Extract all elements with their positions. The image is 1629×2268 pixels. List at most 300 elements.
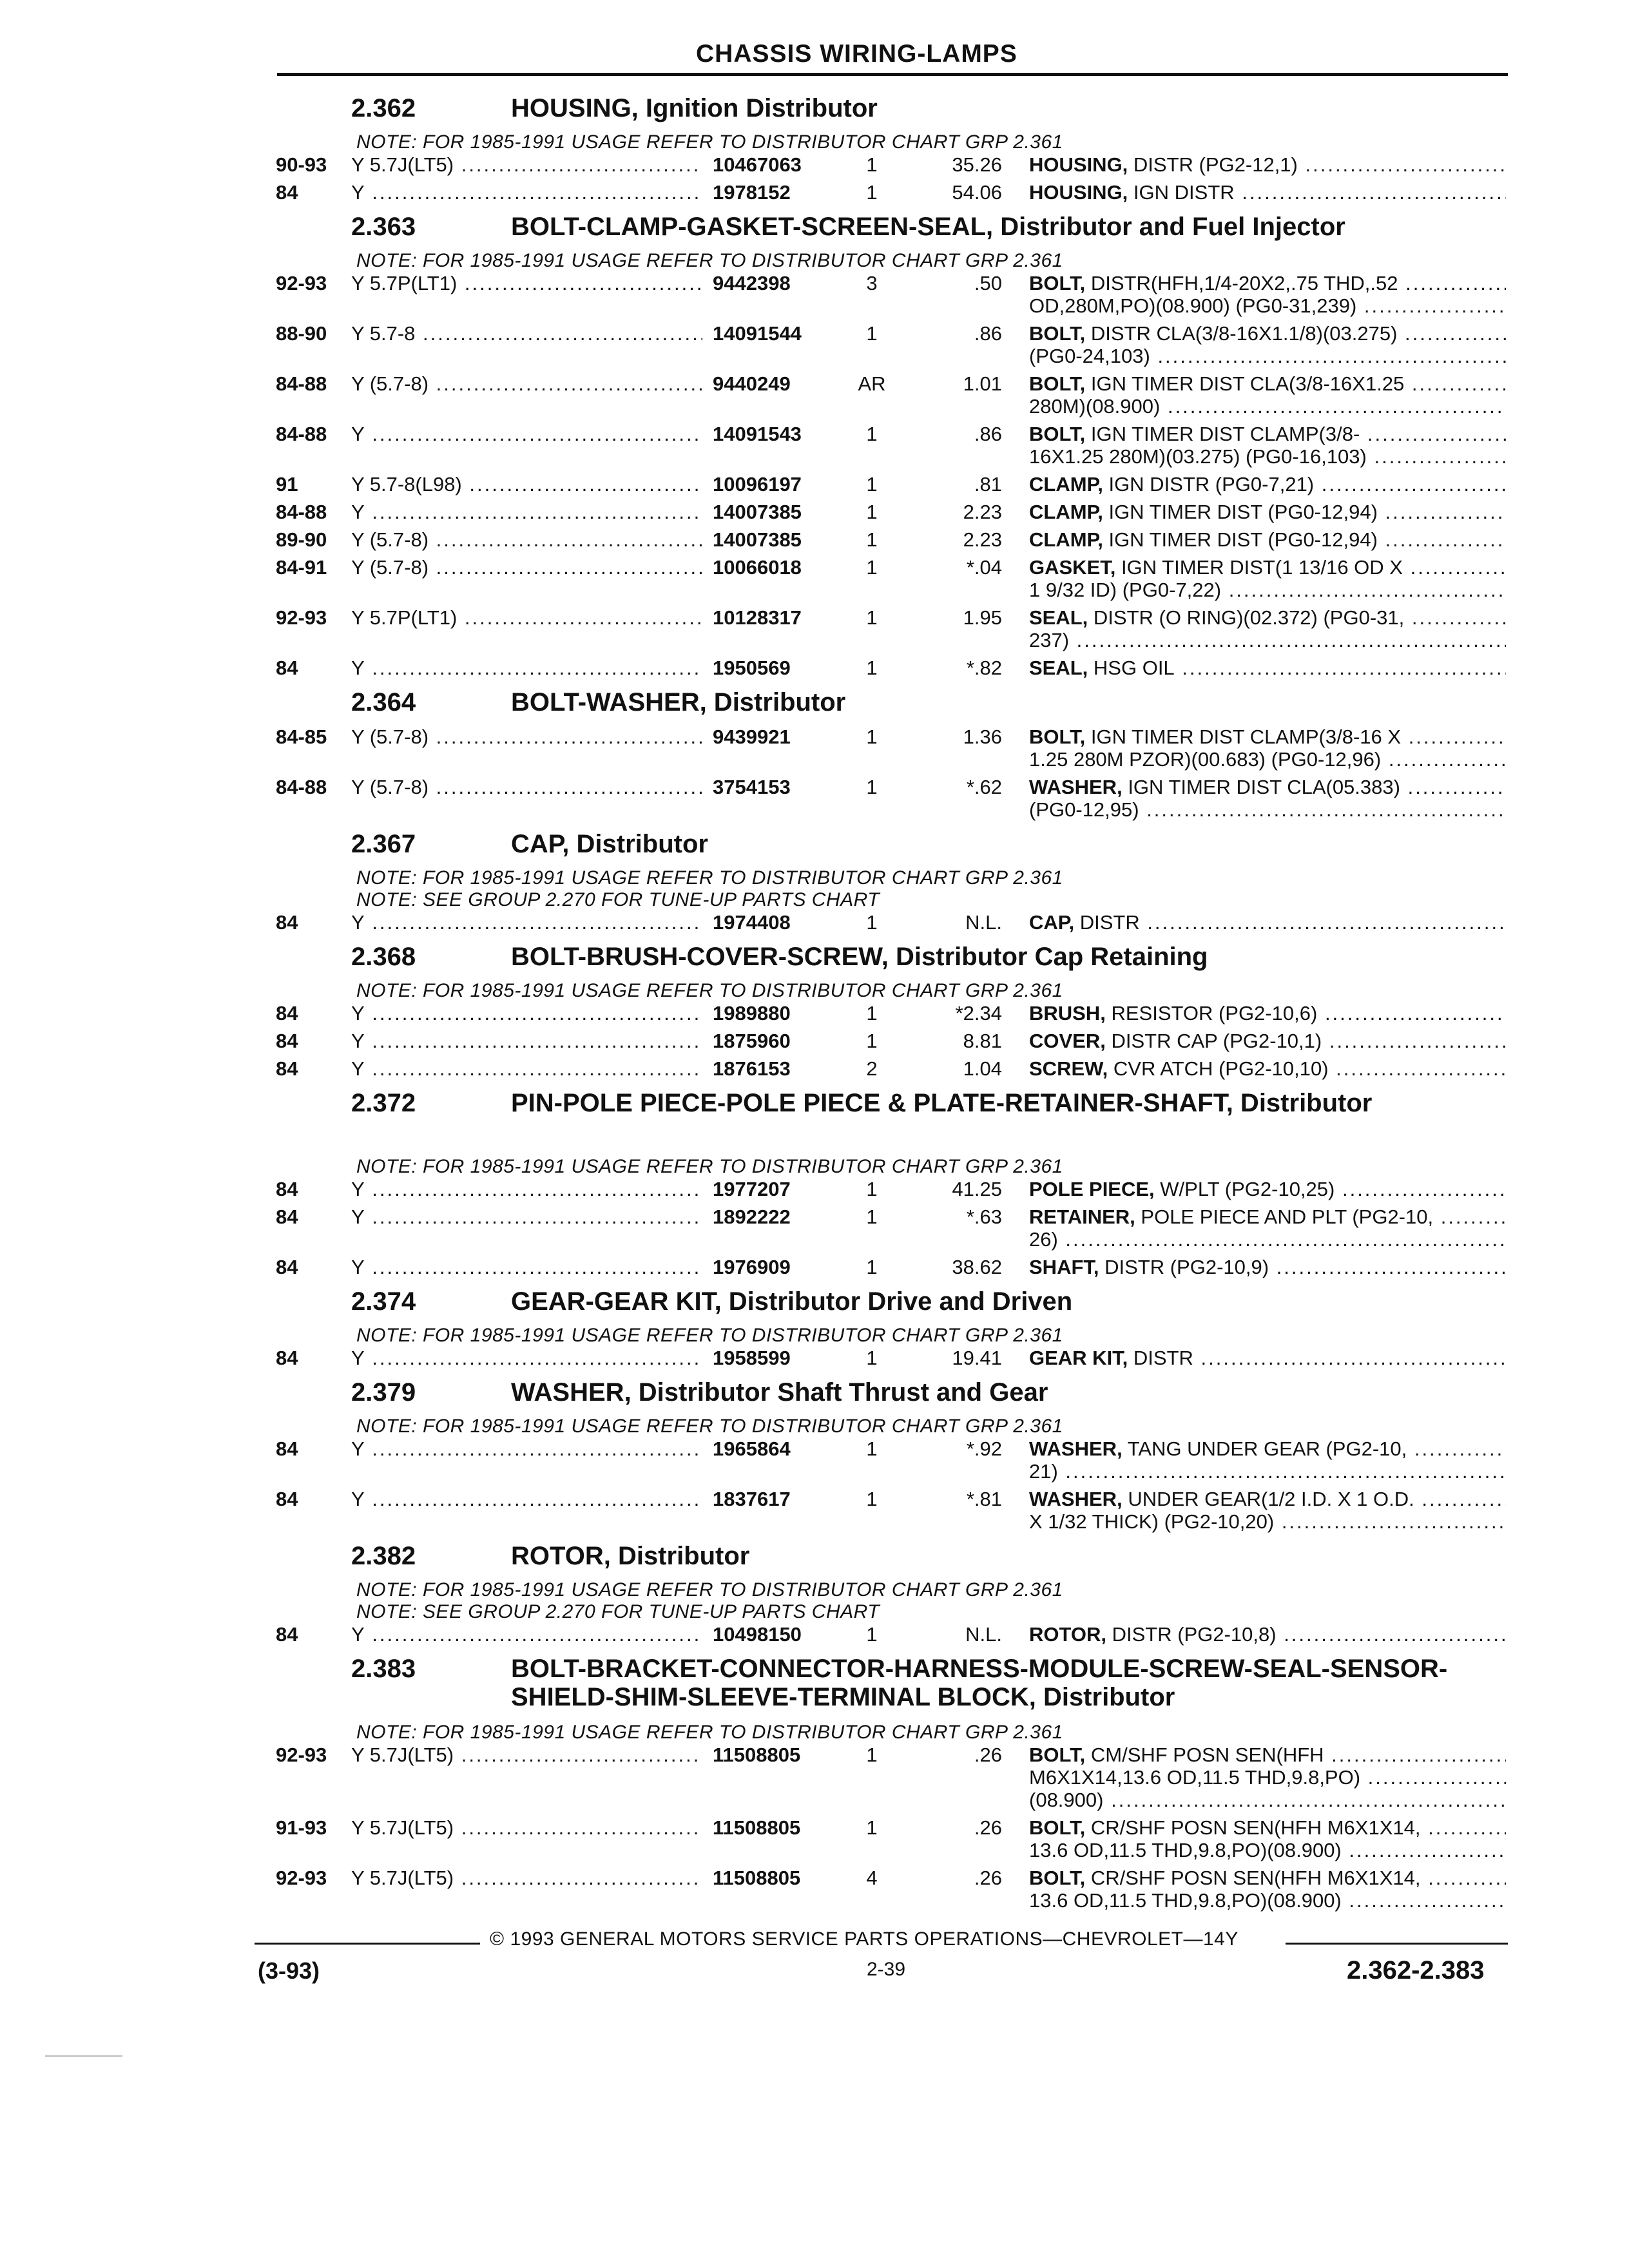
part-description [1029, 1867, 1506, 1912]
section-2-364 [0, 684, 1629, 826]
part-number: 9440249 [713, 372, 851, 395]
section-header [0, 1283, 1629, 1325]
section-note: NOTE: FOR 1985-1991 USAGE REFER TO DISTRIBUTOR CHART GRP 2.361 [356, 867, 1063, 889]
description-line [1029, 748, 1506, 771]
model-years: 92-93 [276, 1867, 327, 1889]
quantity: 1 [866, 1744, 878, 1766]
part-row [0, 322, 1629, 372]
description-noun: GEAR KIT, [1029, 1347, 1128, 1369]
description-line [1029, 606, 1506, 629]
model-years: 84 [276, 181, 298, 204]
part-number: 9439921 [713, 726, 851, 748]
part-description [1029, 372, 1506, 418]
section-title: CAP, Distributor [511, 830, 708, 858]
section-2-362 [0, 90, 1629, 209]
description-noun: ROTOR, [1029, 1623, 1106, 1646]
model-years: 84 [276, 1437, 298, 1460]
part-number: 3754153 [713, 776, 851, 798]
part-number: 1974408 [713, 911, 851, 934]
model-code: Y ..... [351, 1030, 702, 1052]
description-noun: SEAL, [1029, 657, 1088, 679]
price: 19.41 [952, 1347, 1002, 1369]
description-text: CR/SHF POSN SEN(HFH M6X1X14, [1090, 1867, 1421, 1889]
description-noun: BOLT, [1029, 1867, 1086, 1889]
section-number: 2.374 [351, 1287, 416, 1316]
part-description [1029, 1488, 1506, 1533]
description-noun: GASKET, [1029, 556, 1116, 579]
description-text: IGN TIMER DIST (PG0-12,94) [1108, 501, 1378, 523]
model-years: 84 [276, 1488, 298, 1510]
section-title: BOLT-CLAMP-GASKET-SCREEN-SEAL, Distributor and Fuel Injector [511, 213, 1345, 241]
model-code: Y ..... [351, 1002, 702, 1024]
model-code: Y ..... [351, 1623, 702, 1646]
price: *.92 [966, 1437, 1002, 1460]
part-description [1029, 1002, 1506, 1024]
price: 8.81 [963, 1030, 1002, 1052]
description-noun: WASHER, [1029, 1488, 1123, 1510]
model-years: 84 [276, 1206, 298, 1228]
part-description [1029, 153, 1506, 176]
description-line [1029, 1789, 1506, 1811]
part-number: 10467063 [713, 153, 851, 176]
description-text: 237) [1029, 629, 1070, 651]
price: 41.25 [952, 1178, 1002, 1200]
description-noun: SCREW, [1029, 1057, 1108, 1080]
description-text: IGN TIMER DIST CLA(05.383) [1128, 776, 1400, 798]
part-row [0, 1178, 1629, 1206]
price: .26 [974, 1744, 1002, 1766]
model-code: Y (5.7-8) ..... [351, 776, 702, 798]
section-number: 2.363 [351, 213, 416, 241]
price: N.L. [965, 911, 1002, 934]
section-note: NOTE: FOR 1985-1991 USAGE REFER TO DISTRIBUTOR CHART GRP 2.361 [356, 250, 1063, 271]
part-description [1029, 423, 1506, 468]
part-number: 14007385 [713, 501, 851, 523]
price: 2.23 [963, 501, 1002, 523]
model-code: Y (5.7-8) ..... [351, 726, 702, 748]
model-years: 84-88 [276, 501, 327, 523]
description-text: DISTR (PG2-10,8) [1112, 1623, 1277, 1646]
footer-page-number: 2-39 [867, 1959, 906, 1980]
section-2-367 [0, 826, 1629, 939]
quantity: 1 [866, 556, 878, 579]
price: 38.62 [952, 1256, 1002, 1278]
part-number: 1989880 [713, 1002, 851, 1024]
section-header [0, 1538, 1629, 1579]
footer-rule-left [255, 1943, 480, 1945]
part-row [0, 423, 1629, 473]
description-noun: BOLT, [1029, 272, 1086, 294]
part-description [1029, 657, 1506, 679]
model-years: 84-88 [276, 776, 327, 798]
description-text: 16X1.25 280M)(03.275) (PG0-16,103) [1029, 445, 1367, 468]
part-number: 10128317 [713, 606, 851, 629]
description-noun: RETAINER, [1029, 1206, 1135, 1228]
price: .86 [974, 423, 1002, 445]
section-note: NOTE: FOR 1985-1991 USAGE REFER TO DISTRIBUTOR CHART GRP 2.361 [356, 131, 1063, 153]
description-text: IGN TIMER DIST(1 13/16 OD X [1121, 556, 1403, 579]
part-number: 9442398 [713, 272, 851, 294]
price: .50 [974, 272, 1002, 294]
section-number: 2.382 [351, 1542, 416, 1570]
part-number: 11508805 [713, 1744, 851, 1766]
description-noun: POLE PIECE, [1029, 1178, 1155, 1200]
part-row [0, 153, 1629, 181]
model-code: Y ..... [351, 1057, 702, 1080]
quantity: 1 [866, 606, 878, 629]
quantity: AR [858, 372, 886, 395]
part-row [0, 1002, 1629, 1030]
section-header [0, 939, 1629, 980]
section-title: WASHER, Distributor Shaft Thrust and Gear [511, 1378, 1048, 1407]
model-code: Y 5.7J(LT5) ..... [351, 153, 702, 176]
section-2-374 [0, 1283, 1629, 1374]
quantity: 1 [866, 1178, 878, 1200]
footer-date: (3-93) [258, 1957, 320, 1984]
description-noun: SHAFT, [1029, 1256, 1099, 1278]
part-description [1029, 911, 1506, 934]
description-noun: HOUSING, [1029, 181, 1128, 204]
description-line [1029, 911, 1506, 934]
description-text: (PG0-12,95) [1029, 798, 1139, 821]
description-line [1029, 473, 1506, 495]
part-description [1029, 1744, 1506, 1811]
description-text: IGN TIMER DIST CLA(3/8-16X1.25 [1090, 372, 1405, 395]
part-description [1029, 1256, 1506, 1278]
description-text: IGN DISTR (PG0-7,21) [1108, 473, 1315, 495]
description-text: 13.6 OD,11.5 THD,9.8,PO)(08.900) [1029, 1889, 1342, 1912]
description-text: DISTR [1079, 911, 1140, 934]
part-number: 1977207 [713, 1178, 851, 1200]
section-number: 2.372 [351, 1089, 416, 1117]
description-line [1029, 153, 1506, 176]
description-text: CVR ATCH (PG2-10,10) [1113, 1057, 1329, 1080]
description-noun: SEAL, [1029, 606, 1088, 629]
quantity: 4 [866, 1867, 878, 1889]
price: *.63 [966, 1206, 1002, 1228]
model-years: 84-85 [276, 726, 327, 748]
description-line [1029, 579, 1506, 601]
title-rule [277, 73, 1508, 76]
footer-copyright: © 1993 GENERAL MOTORS SERVICE PARTS OPERATIONS—CHEVROLET—14Y [490, 1928, 1239, 1950]
quantity: 1 [866, 322, 878, 345]
section-note: NOTE: FOR 1985-1991 USAGE REFER TO DISTRIBUTOR CHART GRP 2.361 [356, 980, 1063, 1001]
part-description [1029, 1347, 1506, 1369]
price: *.81 [966, 1488, 1002, 1510]
part-row [0, 181, 1629, 209]
quantity: 1 [866, 911, 878, 934]
description-text: 1.25 280M PZOR)(00.683) (PG0-12,96) [1029, 748, 1382, 771]
model-code: Y ..... [351, 1347, 702, 1369]
model-years: 84-91 [276, 556, 327, 579]
price: .86 [974, 322, 1002, 345]
description-text: DISTR(HFH,1/4-20X2,.75 THD,.52 [1090, 272, 1398, 294]
description-line [1029, 1347, 1506, 1369]
quantity: 1 [866, 726, 878, 748]
part-number: 10066018 [713, 556, 851, 579]
model-years: 84 [276, 1178, 298, 1200]
part-description [1029, 1437, 1506, 1483]
description-noun: BOLT, [1029, 372, 1086, 395]
description-line [1029, 294, 1506, 317]
section-2-368 [0, 939, 1629, 1085]
description-text: DISTR CLA(3/8-16X1.1/8)(03.275) [1090, 322, 1398, 345]
price: .26 [974, 1816, 1002, 1839]
section-header [0, 90, 1629, 131]
description-noun: WASHER, [1029, 1437, 1123, 1460]
description-text: DISTR (PG2-10,9) [1104, 1256, 1269, 1278]
description-noun: COVER, [1029, 1030, 1106, 1052]
part-number: 14007385 [713, 528, 851, 551]
model-years: 84 [276, 911, 298, 934]
part-row [0, 1867, 1629, 1917]
part-description [1029, 528, 1506, 551]
description-text: 21) [1029, 1460, 1058, 1483]
quantity: 1 [866, 473, 878, 495]
part-row [0, 1437, 1629, 1488]
price: 1.36 [963, 726, 1002, 748]
section-note: NOTE: FOR 1985-1991 USAGE REFER TO DISTRIBUTOR CHART GRP 2.361 [356, 1156, 1063, 1177]
model-code: Y ..... [351, 501, 702, 523]
description-line [1029, 372, 1506, 395]
part-number: 1976909 [713, 1256, 851, 1278]
part-row [0, 1744, 1629, 1816]
description-text: UNDER GEAR(1/2 I.D. X 1 O.D. [1128, 1488, 1414, 1510]
part-row [0, 657, 1629, 684]
section-title: BOLT-WASHER, Distributor [511, 688, 846, 716]
model-code: Y (5.7-8) ..... [351, 528, 702, 551]
part-number: 11508805 [713, 1867, 851, 1889]
description-line [1029, 501, 1506, 523]
part-number: 10096197 [713, 473, 851, 495]
part-number: 1965864 [713, 1437, 851, 1460]
model-years: 84-88 [276, 423, 327, 445]
description-line [1029, 1228, 1506, 1251]
part-row [0, 372, 1629, 423]
description-noun: WASHER, [1029, 776, 1123, 798]
section-note: NOTE: FOR 1985-1991 USAGE REFER TO DISTRIBUTOR CHART GRP 2.361 [356, 1579, 1063, 1600]
quantity: 1 [866, 1206, 878, 1228]
description-line [1029, 776, 1506, 798]
model-code: Y ..... [351, 181, 702, 204]
model-years: 89-90 [276, 528, 327, 551]
section-number: 2.379 [351, 1378, 416, 1407]
description-line [1029, 1178, 1506, 1200]
part-description [1029, 606, 1506, 651]
quantity: 1 [866, 423, 878, 445]
price: 54.06 [952, 181, 1002, 204]
price: 1.04 [963, 1057, 1002, 1080]
part-number: 1978152 [713, 181, 851, 204]
part-row [0, 1623, 1629, 1651]
quantity: 1 [866, 1816, 878, 1839]
quantity: 1 [866, 776, 878, 798]
description-text: M6X1X14,13.6 OD,11.5 THD,9.8,PO) [1029, 1766, 1361, 1789]
model-code: Y 5.7P(LT1) ..... [351, 606, 702, 629]
part-description [1029, 322, 1506, 367]
section-header [0, 1651, 1629, 1722]
description-noun: BOLT, [1029, 726, 1086, 748]
price: *.62 [966, 776, 1002, 798]
model-years: 84 [276, 1623, 298, 1646]
price: .26 [974, 1867, 1002, 1889]
part-row [0, 1256, 1629, 1283]
part-description [1029, 1816, 1506, 1861]
model-years: 84 [276, 1030, 298, 1052]
part-row [0, 556, 1629, 606]
description-noun: BOLT, [1029, 322, 1086, 345]
description-text: (PG0-24,103) [1029, 345, 1150, 367]
part-row [0, 528, 1629, 556]
price: 35.26 [952, 153, 1002, 176]
model-years: 84 [276, 1057, 298, 1080]
part-description [1029, 1178, 1506, 1200]
part-description [1029, 1030, 1506, 1052]
description-text: 13.6 OD,11.5 THD,9.8,PO)(08.900) [1029, 1839, 1342, 1861]
description-line [1029, 345, 1506, 367]
description-line [1029, 629, 1506, 651]
model-code: Y ..... [351, 1206, 702, 1228]
section-note: NOTE: FOR 1985-1991 USAGE REFER TO DISTRIBUTOR CHART GRP 2.361 [356, 1325, 1063, 1346]
description-line [1029, 1030, 1506, 1052]
section-header [0, 1085, 1629, 1156]
quantity: 1 [866, 1623, 878, 1646]
part-description [1029, 473, 1506, 495]
model-code: Y ..... [351, 911, 702, 934]
section-number: 2.362 [351, 94, 416, 122]
description-text: IGN TIMER DIST (PG0-12,94) [1108, 528, 1378, 551]
page-title: CHASSIS WIRING-LAMPS [696, 40, 1017, 68]
part-description [1029, 556, 1506, 601]
section-2-383 [0, 1651, 1629, 1917]
model-years: 84 [276, 1002, 298, 1024]
model-years: 84 [276, 1347, 298, 1369]
part-row [0, 911, 1629, 939]
model-code: Y ..... [351, 657, 702, 679]
quantity: 1 [866, 1002, 878, 1024]
description-line [1029, 423, 1506, 445]
section-note: NOTE: SEE GROUP 2.270 FOR TUNE-UP PARTS CHART [356, 889, 880, 910]
part-number: 1837617 [713, 1488, 851, 1510]
section-title: ROTOR, Distributor [511, 1542, 750, 1570]
description-line [1029, 1488, 1506, 1510]
part-description [1029, 1623, 1506, 1646]
quantity: 1 [866, 1030, 878, 1052]
price: *.04 [966, 556, 1002, 579]
model-years: 92-93 [276, 606, 327, 629]
quantity: 1 [866, 153, 878, 176]
description-line [1029, 1744, 1506, 1766]
section-2-372 [0, 1085, 1629, 1283]
model-code: Y ..... [351, 423, 702, 445]
part-number: 1958599 [713, 1347, 851, 1369]
part-description [1029, 501, 1506, 523]
model-code: Y ..... [351, 1256, 702, 1278]
section-header [0, 1374, 1629, 1416]
description-text: (08.900) [1029, 1789, 1104, 1811]
part-description [1029, 1057, 1506, 1080]
part-row [0, 1206, 1629, 1256]
part-description [1029, 272, 1506, 317]
description-line [1029, 798, 1506, 821]
model-years: 92-93 [276, 272, 327, 294]
model-code: Y (5.7-8) ..... [351, 556, 702, 579]
part-number: 11508805 [713, 1816, 851, 1839]
description-line [1029, 1889, 1506, 1912]
section-2-379 [0, 1374, 1629, 1538]
price: *.82 [966, 657, 1002, 679]
description-line [1029, 1460, 1506, 1483]
model-years: 88-90 [276, 322, 327, 345]
part-row [0, 606, 1629, 657]
section-header [0, 684, 1629, 726]
description-line [1029, 272, 1506, 294]
section-number: 2.367 [351, 830, 416, 858]
price: 2.23 [963, 528, 1002, 551]
description-line [1029, 1623, 1506, 1646]
description-line [1029, 1206, 1506, 1228]
part-row [0, 726, 1629, 776]
description-noun: CAP, [1029, 911, 1075, 934]
description-text: POLE PIECE AND PLT (PG2-10, [1141, 1206, 1434, 1228]
section-note: NOTE: FOR 1985-1991 USAGE REFER TO DISTRIBUTOR CHART GRP 2.361 [356, 1416, 1063, 1437]
section-title: PIN-POLE PIECE-POLE PIECE & PLATE-RETAINER-SHAFT, Distributor [511, 1089, 1373, 1117]
section-title: BOLT-BRACKET-CONNECTOR-HARNESS-MODULE-SCREW-SEAL-SENSOR-SHIELD-SHIM-SLEEVE-TERMINAL BLOCK, Distributor [511, 1655, 1448, 1711]
description-line [1029, 1867, 1506, 1889]
description-line [1029, 1256, 1506, 1278]
section-number: 2.383 [351, 1655, 416, 1683]
description-text: HSG OIL [1093, 657, 1175, 679]
price: 1.95 [963, 606, 1002, 629]
section-title: HOUSING, Ignition Distributor [511, 94, 878, 122]
part-number: 14091544 [713, 322, 851, 345]
quantity: 1 [866, 1488, 878, 1510]
description-text: OD,280M,PO)(08.900) (PG0-31,239) [1029, 294, 1357, 317]
quantity: 1 [866, 528, 878, 551]
description-noun: BOLT, [1029, 1816, 1086, 1839]
model-years: 91-93 [276, 1816, 327, 1839]
footer-rule-right [1286, 1943, 1508, 1945]
description-line [1029, 322, 1506, 345]
description-line [1029, 1816, 1506, 1839]
description-text: DISTR (O RING)(02.372) (PG0-31, [1093, 606, 1405, 629]
section-note: NOTE: SEE GROUP 2.270 FOR TUNE-UP PARTS CHART [356, 1601, 880, 1622]
description-line [1029, 657, 1506, 679]
description-noun: BRUSH, [1029, 1002, 1106, 1024]
parts-list [0, 90, 1629, 1917]
description-noun: BOLT, [1029, 423, 1086, 445]
section-2-382 [0, 1538, 1629, 1651]
description-text: RESISTOR (PG2-10,6) [1111, 1002, 1318, 1024]
section-number: 2.368 [351, 943, 416, 971]
part-row [0, 776, 1629, 826]
model-years: 91 [276, 473, 298, 495]
model-code: Y ..... [351, 1488, 702, 1510]
section-number: 2.364 [351, 688, 416, 716]
part-description [1029, 726, 1506, 771]
description-text: CM/SHF POSN SEN(HFH [1090, 1744, 1324, 1766]
description-noun: HOUSING, [1029, 153, 1128, 176]
section-note: NOTE: FOR 1985-1991 USAGE REFER TO DISTRIBUTOR CHART GRP 2.361 [356, 1722, 1063, 1743]
model-years: 90-93 [276, 153, 327, 176]
description-noun: CLAMP, [1029, 501, 1103, 523]
part-number: 1876153 [713, 1057, 851, 1080]
model-code: Y 5.7P(LT1) ..... [351, 272, 702, 294]
part-number: 14091543 [713, 423, 851, 445]
description-noun: BOLT, [1029, 1744, 1086, 1766]
model-years: 84-88 [276, 372, 327, 395]
description-text: TANG UNDER GEAR (PG2-10, [1127, 1437, 1407, 1460]
